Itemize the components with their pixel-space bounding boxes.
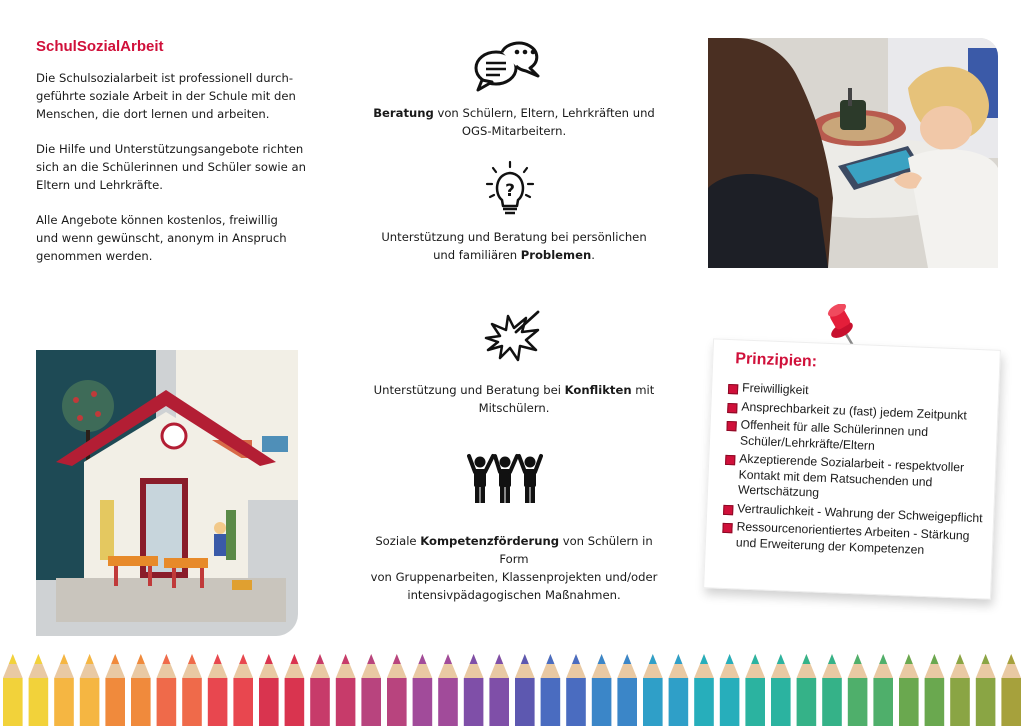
service-problems-bold: Problemen [520,248,592,262]
pencil [873,654,893,726]
principles-list [720,380,989,563]
pencil [489,654,509,726]
pencil [182,654,202,726]
pencil [285,654,305,726]
principle-item: Akzeptierende Sozialarbeit - respektvoller Kontakt mit dem Ratsuchenden und Wertschätzung [722,451,986,508]
service-problems [366,228,662,264]
pencil [233,654,253,726]
pencil [643,654,663,726]
pencil [541,654,561,726]
service-conflicts [366,381,662,417]
pencil [848,654,868,726]
pencil [566,654,586,726]
service-conflicts-bold: Konflikten [564,383,632,397]
service-conflicts-text-before: Unterstützung und Beratung bei [373,383,565,397]
pencil [720,654,740,726]
pencil [1001,654,1021,726]
colored-pencils-border [0,648,1024,726]
pencil [669,654,689,726]
pencil [131,654,151,726]
service-competence-bold: Kompetenzförderung [420,534,560,548]
group-people-icon [467,452,543,504]
toy-school-photo [36,350,298,636]
service-problems-end: . [591,248,595,262]
service-competence-text-before: Soziale [375,534,421,548]
principle-item: Vertraulichkeit - Wahrung der Schweigepflicht [721,500,983,526]
pencil [592,654,612,726]
pencil [515,654,535,726]
principle-item: Freiwilligkeit [726,380,988,406]
pencil [3,654,23,726]
service-counseling-bold: Beratung [373,106,434,120]
principle-item: Ansprechbarkeit zu (fast) jedem Zeitpunkt [725,398,987,424]
pencil [361,654,381,726]
pencil [387,654,407,726]
principles-title: Prinzipien: [734,350,818,371]
service-counseling-line2: OGS-Mitarbeitern. [461,124,567,138]
pencil [925,654,945,726]
pencil [694,654,714,726]
intro-paragraph-1: Die Schulsozialarbeit ist professionell durch- geführte soziale Arbeit in der Schule mit den Menschen, die dort lernen und arbeiten. [36,71,296,121]
conflict-burst-icon [482,308,542,366]
page-title: SchulSozialArbeit [36,38,164,55]
speech-bubbles-icon [472,36,546,92]
pencil [745,654,765,726]
service-conflicts-text-after: mit [631,383,655,397]
pencil [413,654,433,726]
service-competence-line3: intensivpädagogischen Maßnahmen. [407,588,621,602]
pencil [438,654,458,726]
pencil [208,654,228,726]
lightbulb-question-icon [484,160,536,216]
pencil [950,654,970,726]
service-conflicts-line2: Mitschülern. [478,401,550,415]
intro-paragraph-2: Die Hilfe und Unterstützungsangebote richten sich an die Schülerinnen und Schüler sowie an Eltern und Lehrkräfte. [36,142,306,192]
pencil [29,654,49,726]
pencil [771,654,791,726]
intro-column [36,38,316,282]
pencil [899,654,919,726]
counseling-photo [708,38,998,268]
pencil [54,654,74,726]
service-counseling-text: von Schülern, Eltern, Lehrkräften und [433,106,655,120]
pencil [80,654,100,726]
service-competence-line2: von Gruppenarbeiten, Klassenprojekten und/oder [370,570,658,584]
intro-paragraph-3: Alle Angebote können kostenlos, freiwillig und wenn gewünscht, anonym in Anspruch genommen werden. [36,213,287,263]
service-competence-text-after: von Schülern in Form [499,534,653,566]
pencil [157,654,177,726]
pencil [310,654,330,726]
pencil [105,654,125,726]
principles-card [703,338,1001,599]
principle-item: Ressourcenorientiertes Arbeiten - Stärkung und Erweiterung der Kompetenzen [720,519,983,560]
principle-item: Offenheit für alle Schülerinnen und Schüler/Lehrkräfte/Eltern [724,417,987,458]
pencil [797,654,817,726]
pencil [464,654,484,726]
pencil [822,654,842,726]
pencil [976,654,996,726]
svg-text:?: ? [505,181,515,201]
service-competence [366,532,662,604]
service-counseling [366,104,662,140]
pencil [617,654,637,726]
service-problems-line1: Unterstützung und Beratung bei persönlichen [381,230,647,244]
pencil [336,654,356,726]
service-problems-line2: und familiären [433,248,521,262]
pencil [259,654,279,726]
